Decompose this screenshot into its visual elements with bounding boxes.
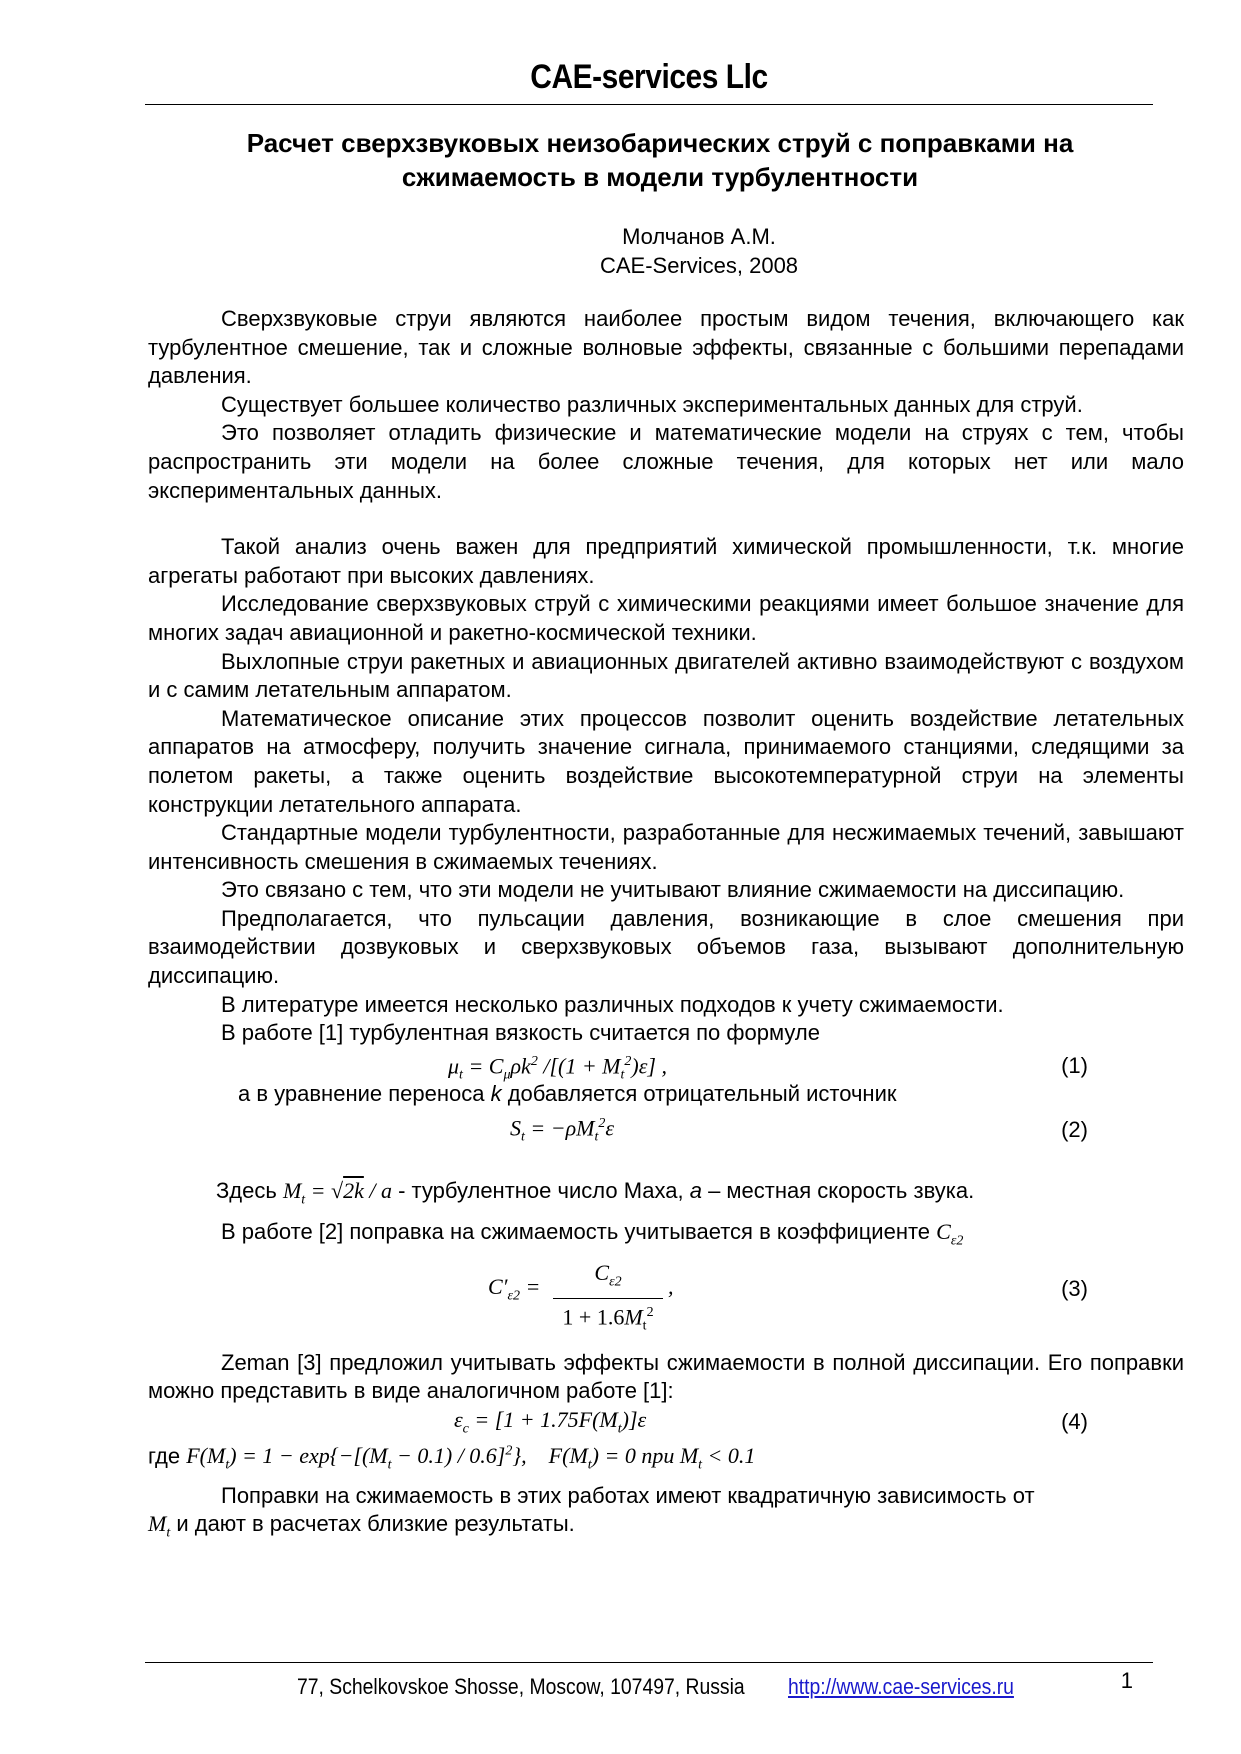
paragraph: Сверхзвуковые струи являются наиболее простым видом течения, включающего как турбулентное смешение, так и сложные волновые эффекты, связанные с большими перепадами давления. bbox=[148, 306, 1184, 389]
equation-4: $\varepsilon_c = [1 + 1.75F(M_t)]\varepsilon$ bbox=[454, 1406, 647, 1437]
paragraph: Такой анализ очень важен для предприятий химической промышленности, т.к. многие агрегаты работают при высоких давлениях. bbox=[148, 534, 1184, 588]
paragraph: Поправки на сжимаемость в этих работах имеют квадратичную зависимость от bbox=[221, 1482, 1035, 1508]
company-header: CAE-services Llc bbox=[530, 58, 768, 96]
paragraph: Исследование сверхзвуковых струй с химическими реакциями имеет большое значение для многих задач авиационной и ракетно-космической техники. bbox=[148, 591, 1184, 645]
header-rule bbox=[145, 104, 1153, 105]
paragraph: Математическое описание этих процессов позволит оценить воздействие летательных аппаратов на атмосферу, получить значение сигнала, принимаемого станциями, следящими за полетом ракеты, а также оценить воздействие высокотемпературной струи на элементы конструкции летательного аппарата. bbox=[148, 705, 1184, 817]
equation-3-fraction: $C_{\varepsilon 2}$ $1 + 1.6M_t^2$ bbox=[553, 1259, 663, 1341]
where-line: где $F(M_t) = 1 - \exp\{-[(M_t - 0.1) / 0.6]^2\}$, $F(M_t) = 0$ при $M_t < 0.1$ bbox=[148, 1443, 756, 1473]
paragraph: В работе [2] поправка на сжимаемость учитывается в коэффициенте $C_{\varepsilon 2}$ bbox=[221, 1219, 964, 1249]
paragraph: В работе [1] турбулентная вязкость считается по формуле bbox=[221, 1020, 820, 1046]
title-line-1: Расчет сверхзвуковых неизобарических струй с поправками на bbox=[246, 128, 1074, 158]
mach-formula: $M_t = √2k / a$ bbox=[282, 1177, 392, 1208]
paragraph: а в уравнение переноса k добавляется отрицательный источник bbox=[238, 1080, 897, 1106]
equation-1-number: (1) bbox=[1061, 1052, 1088, 1078]
page-number: 1 bbox=[1120, 1668, 1133, 1693]
paragraph: Это связано с тем, что эти модели не учитывают влияние сжимаемости на диссипацию. bbox=[221, 877, 1125, 903]
page-footer bbox=[145, 1668, 1153, 1708]
function-definition: $F(M_t) = 1 - \exp\{-[(M_t - 0.1) / 0.6]^2\}$, $F(M_t) = 0$ при $M_t < 0.1$ bbox=[186, 1443, 756, 1473]
paragraph: Здесь $M_t = √2k / a$ - турбулентное число Маха, a – местная скорость звука. bbox=[216, 1177, 975, 1208]
equation-4-row bbox=[148, 1406, 1184, 1436]
author-block bbox=[145, 222, 1241, 280]
footer-website-link[interactable]: http://www.cae-services.ru bbox=[788, 1674, 1014, 1699]
equation-2: $S_t = -\rho M_t^2\varepsilon$ bbox=[510, 1115, 615, 1145]
title-line-2: сжимаемость в модели турбулентности bbox=[401, 162, 919, 192]
paragraph: В литературе имеется несколько различных подходов к учету сжимаемости. bbox=[221, 991, 1004, 1017]
equation-3-row: $C'_{\varepsilon 2}$ = $C_{\varepsilon 2}$ $1 + 1.6M_t^2$ , (3) bbox=[148, 1259, 1184, 1331]
equation-2-row bbox=[148, 1108, 1184, 1146]
paragraph-continuation: $M_t$ и дают в расчетах близкие результаты. bbox=[148, 1510, 575, 1540]
equation-4-number: (4) bbox=[1061, 1408, 1088, 1434]
paragraph: Выхлопные струи ракетных и авиационных двигателей активно взаимодействуют с воздухом и с самим летательным аппаратом. bbox=[148, 648, 1184, 703]
author-name: Молчанов А.М. bbox=[622, 224, 776, 249]
footer-rule bbox=[145, 1662, 1153, 1663]
author-affiliation: CAE-Services, 2008 bbox=[599, 253, 799, 278]
paper-title bbox=[160, 126, 1160, 194]
equation-3: $C'_{\varepsilon 2}$ = bbox=[488, 1273, 541, 1304]
footer-address: 77, Schelkovskoe Shosse, Moscow, 107497, Russia bbox=[297, 1674, 745, 1699]
equation-2-number: (2) bbox=[1061, 1116, 1088, 1142]
paragraph: Существует большее количество различных экспериментальных данных для струй. bbox=[221, 391, 1083, 417]
paragraph: Стандартные модели турбулентности, разработанные для несжимаемых течений, завышают интенсивность смешения в сжимаемых течениях. bbox=[148, 820, 1184, 874]
coefficient-symbol: $C_{\varepsilon 2}$ bbox=[936, 1219, 964, 1249]
equation-1-row bbox=[148, 1048, 1184, 1083]
equation-1: $\mu_t = C_\mu\rho k^2$ $/[(1 + M_t^2)\varepsilon]$ , bbox=[448, 1053, 667, 1083]
equation-3-number: (3) bbox=[1061, 1275, 1088, 1301]
paragraph: Предполагается, что пульсации давления, возникающие в слое смешения при взаимодействии дозвуковых и сверхзвуковых объемов газа, вызывают дополнительную диссипацию. bbox=[148, 905, 1184, 989]
paragraph: Это позволяет отладить физические и математические модели на струях с тем, чтобы распространить эти модели на более сложные течения, для которых нет или мало экспериментальных данных. bbox=[148, 420, 1184, 503]
paragraph: Zeman [3] предложил учитывать эффекты сжимаемости в полной диссипации. Его поправки можно представить в виде аналогичном работе [1]: bbox=[148, 1349, 1184, 1404]
paper-body bbox=[148, 305, 1184, 1547]
